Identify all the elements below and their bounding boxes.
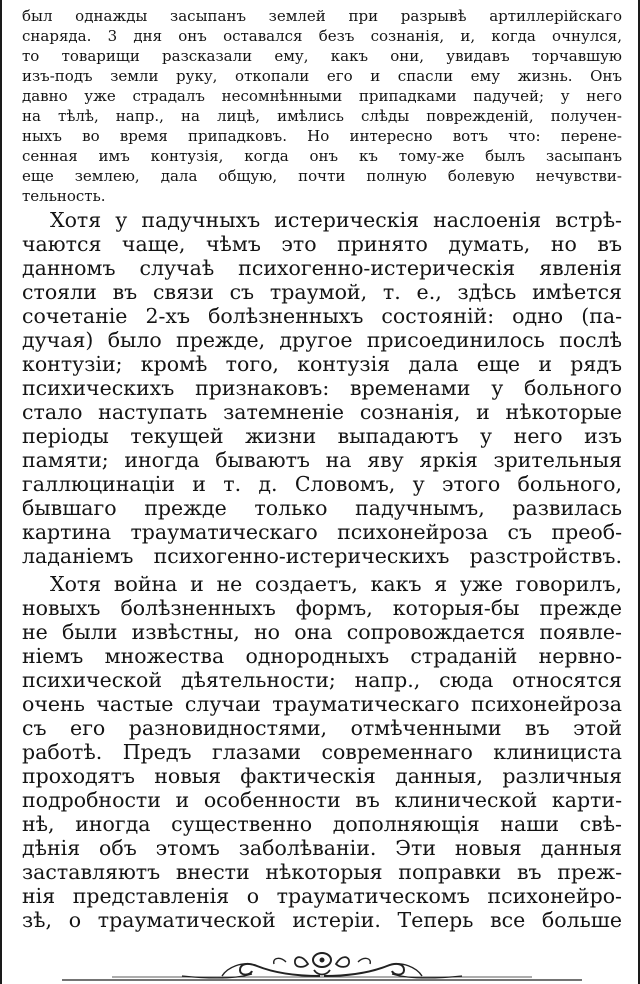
text-line: тельность. xyxy=(22,187,106,205)
text-line: заставляютъ внести нѣкоторыя поправки въ преж- xyxy=(22,860,622,884)
text-line: періоды текущей жизни выпадаютъ у него изъ xyxy=(22,424,622,448)
text-line: снаряда. 3 дня онъ оставался безъ сознанія, и, когда очнулся, xyxy=(22,27,622,45)
text-line: сенная имъ контузія, когда онъ къ тому-же былъ засыпанъ xyxy=(22,147,622,165)
text-line: нѣ, иногда существенно дополняющія наши свѣ- xyxy=(22,812,622,836)
text-line: работѣ. Предъ глазами современнаго клинициста xyxy=(22,740,622,764)
text-line: дучая) было прежде, другое присоединилось послѣ xyxy=(22,328,622,352)
text-line: съ его разновидностями, отмѣченными въ этой xyxy=(22,716,622,740)
text-line: ныхъ во время припадковъ. Но интересно вотъ что: перене- xyxy=(22,127,622,145)
text-line: изъ-подъ земли руку, откопали его и спасли ему жизнь. Онъ xyxy=(22,67,622,85)
text-line: проходятъ новыя фактическія данныя, различныя xyxy=(22,764,622,788)
text-line: памяти; иногда бываютъ на яву яркія зрительныя xyxy=(22,448,622,472)
text-line: ніемъ множества однородныхъ страданій нервно- xyxy=(22,644,622,668)
text-line: сочетаніе 2-хъ болѣзненныхъ состояній: одно (па- xyxy=(22,304,622,328)
text-line: был однажды засыпанъ землей при разрывѣ артиллерійскаго xyxy=(22,7,622,25)
text-line: очень частые случаи трауматическаго психонейроза xyxy=(22,692,622,716)
text-line: психическихъ признаковъ: временами у больного xyxy=(22,376,622,400)
text-line: Хотя война и не создаетъ, какъ я уже говорилъ, xyxy=(50,572,622,596)
text-line: нія представленія о трауматическомъ психонейро- xyxy=(22,884,622,908)
text-line: давно уже страдалъ несомнѣнными припадками падучей; у него xyxy=(22,87,622,105)
text-line: Хотя у падучныхъ истерическія наслоенія встрѣ- xyxy=(50,208,622,232)
text-line: стояли въ связи съ траумой, т. е., здѣсь имѣется xyxy=(22,280,622,304)
text-line: ладаніемъ психогенно-истерическихъ разстройствъ. xyxy=(22,544,622,568)
text-line: бывшаго прежде только падучнымъ, развилась xyxy=(22,496,622,520)
text-line: не были извѣстны, но она сопровождается появле- xyxy=(22,620,622,644)
text-line: подробности и особенности въ клинической карти- xyxy=(22,788,622,812)
text-line: еще землею, дала общую, почти полную болевую нечувстви- xyxy=(22,167,622,185)
text-line: картина трауматическаго психонейроза съ преоб- xyxy=(22,520,622,544)
text-line: чаются чаще, чѣмъ это принято думать, но въ xyxy=(22,232,622,256)
text-line: контузіи; кромѣ того, контузія дала еще и рядъ xyxy=(22,352,622,376)
text-line: данномъ случаѣ психогенно-истерическія явленія xyxy=(22,256,622,280)
text-line: на тѣлѣ, напр., на лицѣ, имѣлись слѣды поврежденій, получен- xyxy=(22,107,622,125)
text-line: новыхъ болѣзненныхъ формъ, которыя-бы прежде xyxy=(22,596,622,620)
floral-vignette-ornament-icon xyxy=(2,946,640,984)
text-line: стало наступать затемненіе сознанія, и нѣкоторые xyxy=(22,400,622,424)
text-line: дѣнія объ этомъ заболѣваніи. Эти новыя данныя xyxy=(22,836,622,860)
text-line: психической дѣятельности; напр., сюда относятся xyxy=(22,668,622,692)
text-line: то товарищи разсказали ему, какъ они, увидавъ торчавшую xyxy=(22,47,622,65)
text-line: зѣ, о трауматической истеріи. Теперь все больше xyxy=(22,908,622,932)
text-line: галлюцинаціи и т. д. Словомъ, у этого больного, xyxy=(22,472,622,496)
